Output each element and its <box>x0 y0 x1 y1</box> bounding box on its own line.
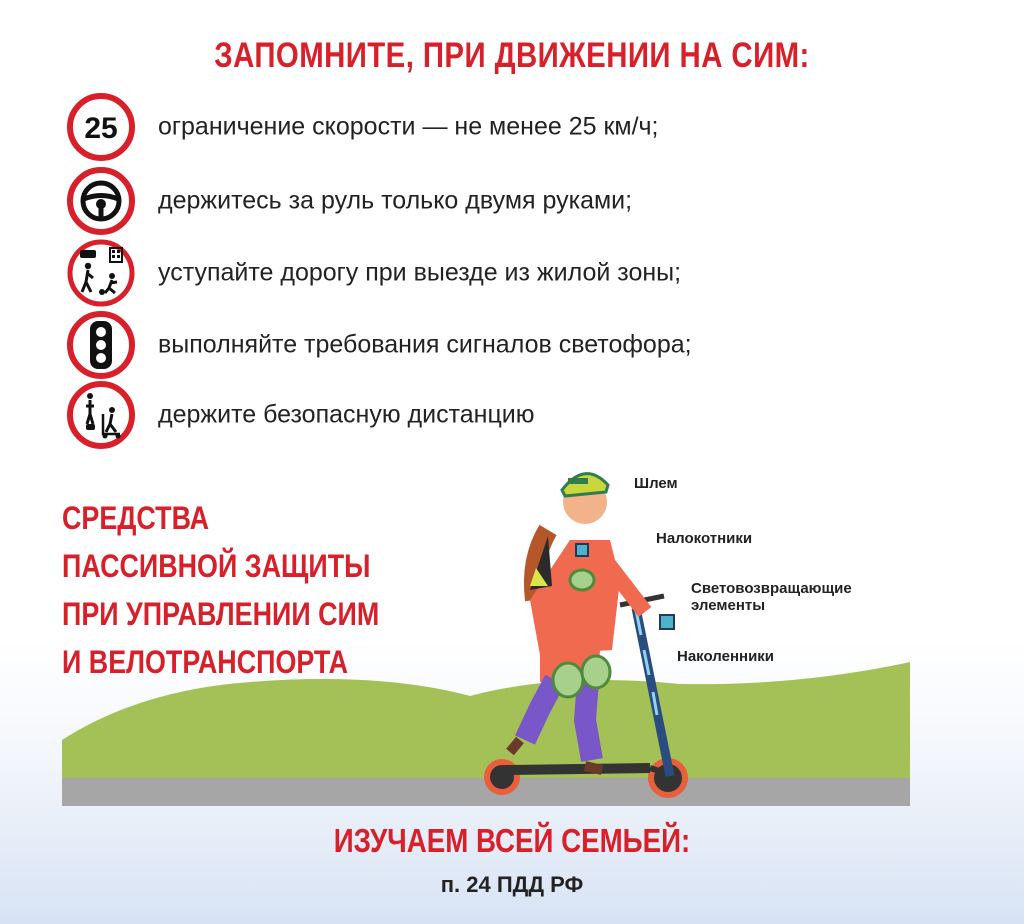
rule-traffic-light <box>66 310 966 380</box>
speed-limit-sign-text: 25 <box>84 112 118 145</box>
traffic-light-icon <box>66 310 136 380</box>
label-helmet: Шлем <box>634 475 678 492</box>
rule-residential-zone <box>66 238 966 308</box>
rule-text: уступайте дорогу при выезде из жилой зоны; <box>158 258 682 287</box>
rule-text: держитесь за руль только двумя руками; <box>158 186 633 215</box>
steering-wheel-icon <box>66 166 136 236</box>
footer-subtitle: п. 24 ПДД РФ <box>440 872 584 897</box>
label-reflective-line2: элементы <box>691 597 766 614</box>
label-knee-pads: Наколенники <box>677 648 775 665</box>
residential-zone-icon <box>66 238 136 308</box>
label-elbow-pads: Налокотники <box>656 530 753 547</box>
speed-limit-25-icon <box>66 92 136 162</box>
footer-title: ИЗУЧАЕМ ВСЕЙ СЕМЬЕЙ: <box>333 822 691 859</box>
rule-speed-limit <box>66 92 966 162</box>
passive-line: ПАССИВНОЙ ЗАЩИТЫ <box>62 548 371 584</box>
label-reflective-line1: Световозвращающие <box>691 580 852 597</box>
page-title: ЗАПОМНИТЕ, ПРИ ДВИЖЕНИИ НА СИМ: <box>214 36 810 75</box>
passive-protection-heading <box>62 494 415 686</box>
passive-line: И ВЕЛОТРАНСПОРТА <box>62 644 349 680</box>
rule-text: ограничение скорости — не менее 25 км/ч; <box>158 112 659 141</box>
rule-steering-wheel <box>66 166 966 236</box>
rule-text: держите безопасную дистанцию <box>158 400 535 429</box>
label-reflective <box>691 580 852 614</box>
passive-line: СРЕДСТВА <box>62 500 210 536</box>
passive-line: ПРИ УПРАВЛЕНИИ СИМ <box>62 596 380 632</box>
rule-text: выполняйте требования сигналов светофора; <box>158 330 692 359</box>
